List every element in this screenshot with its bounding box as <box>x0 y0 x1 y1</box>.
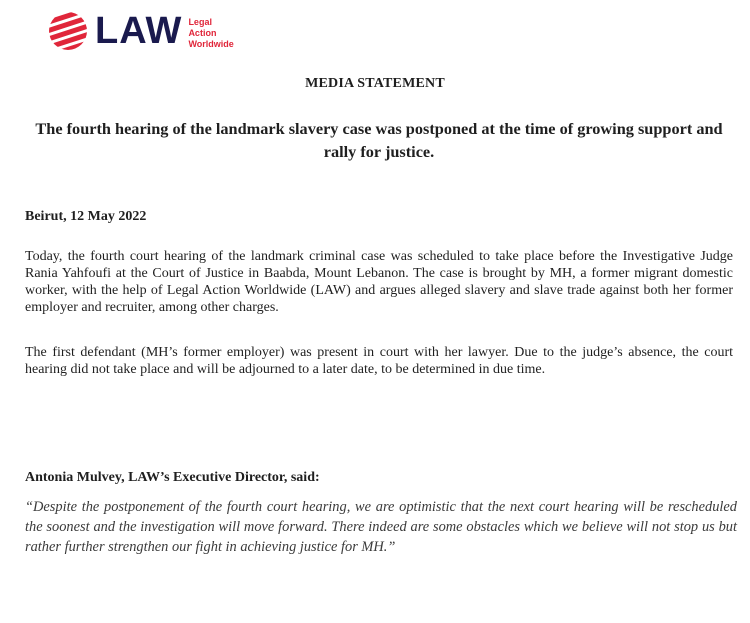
speaker-attribution: Antonia Mulvey, LAW’s Executive Director, said: <box>25 470 320 485</box>
headline: The fourth hearing of the landmark slavery case was postponed at the time of growing support and rally for justice. <box>35 119 723 161</box>
striped-circle-logo-icon <box>48 11 88 51</box>
body-paragraph: The first defendant (MH’s former employer) was present in court with her lawyer. Due to the judge’s absence, the court hearing did not take place and will be adjourned to a later date, to be determined in due time. <box>25 345 733 377</box>
logo-tagline-line: Action <box>188 27 217 38</box>
logo-tagline-line: Worldwide <box>188 38 234 49</box>
document-label: MEDIA STATEMENT <box>305 76 445 91</box>
logo-wordmark: LAW <box>95 10 183 52</box>
dateline: Beirut, 12 May 2022 <box>25 209 147 224</box>
logo-tagline-line: Legal <box>188 16 212 27</box>
logo-tagline <box>188 17 233 50</box>
body-paragraph: Today, the fourth court hearing of the landmark criminal case was scheduled to take place before the Investigative Judge Rania Yahfoufi at the Court of Justice in Baabda, Mount Lebanon. The case is brought by MH, a former migrant domestic worker, with the help of Legal Action Worldwide (LAW) and argues alleged slavery and slave trade against both her former employer and recruiter, among other charges. <box>25 249 733 315</box>
law-logo <box>48 11 234 51</box>
quote: “Despite the postponement of the fourth court hearing, we are optimistic that the next court hearing will be rescheduled the soonest and the investigation will move forward. There indeed are some obstacles which we believe will not stop us but rather further strengthen our fight in achieving justice for MH.” <box>25 499 737 555</box>
